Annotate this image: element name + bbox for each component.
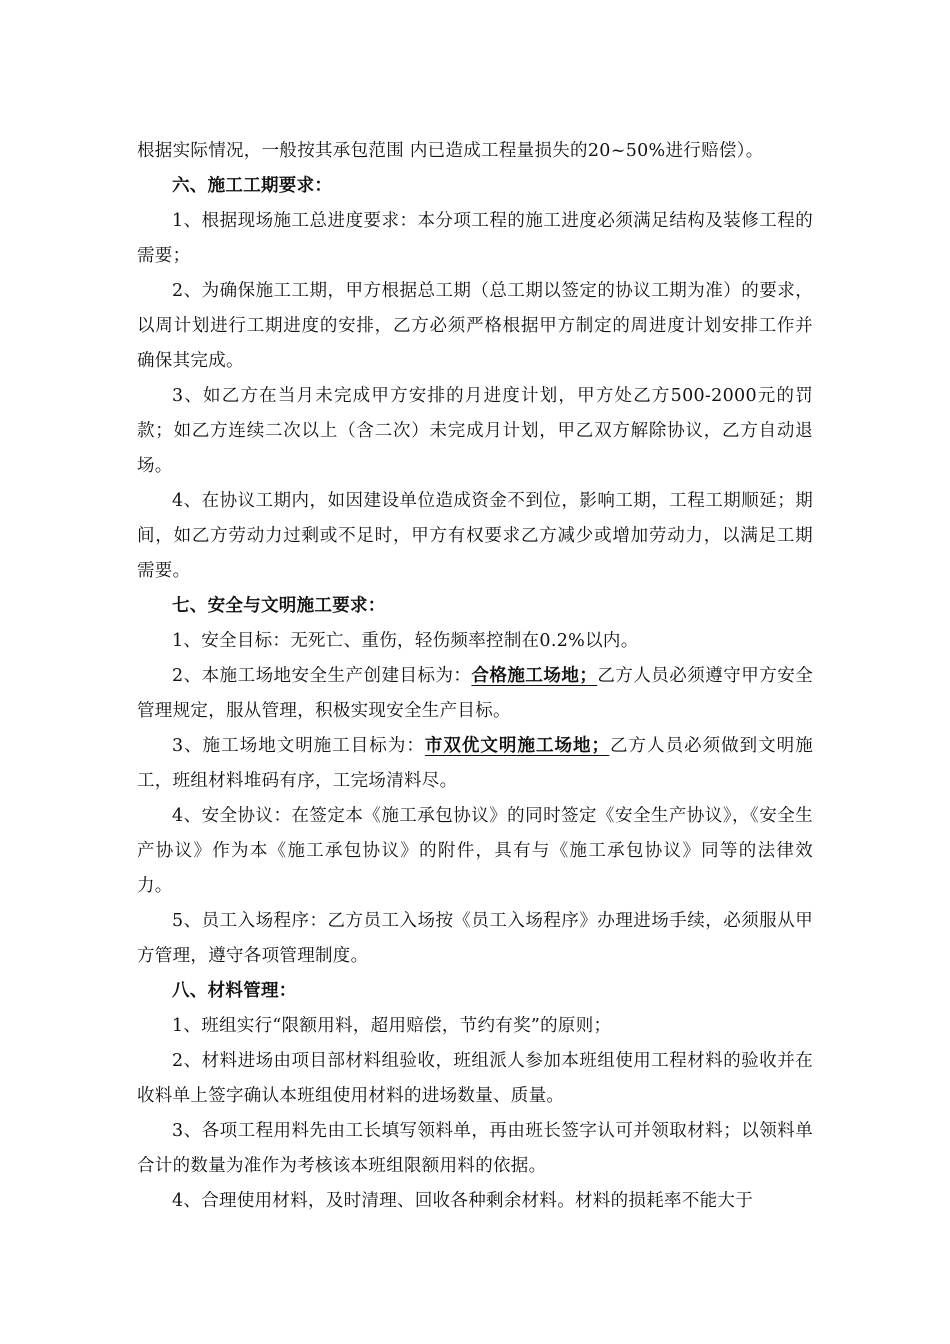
section-heading-safety: 七、安全与文明施工要求： [172,596,386,616]
safety-3-rest: 乙方人员必须做到文明施工，班组材料堆码有序，工完场清料尽。 [137,736,813,791]
safety-target-underlined: 合格施工场地； [471,666,598,686]
paragraph-safety-3 [137,729,813,799]
paragraph-schedule-2: 2、为确保施工工期，甲方根据总工期（总工期以签定的协议工期为准）的要求，以周计划进行工期进度的安排，乙方必须严格根据甲方制定的周进度计划安排工作并确保其完成。 [137,281,813,371]
paragraph-schedule-1: 1、根据现场施工总进度要求：本分项工程的施工进度必须满足结构及装修工程的需要； [137,211,813,266]
safety-2-lead: 2、本施工场地安全生产创建目标为： [172,666,472,686]
paragraph-materials-2: 2、材料进场由项目部材料组验收，班组派人参加本班组使用工程材料的验收并在收料单上签字确认本班组使用材料的进场数量、质量。 [137,1051,813,1106]
paragraph-safety-5: 5、员工入场程序：乙方员工入场按《员工入场程序》办理进场手续，必须服从甲方管理，遵守各项管理制度。 [137,911,813,966]
paragraph-materials-1: 1、班组实行“限额用料，超用赔偿，节约有奖”的原则； [172,1016,612,1036]
civilized-target-underlined: 市双优文明施工场地； [424,736,610,756]
paragraph-schedule-3: 3、如乙方在当月未完成甲方安排的月进度计划，甲方处乙方500-2000元的罚款；如乙方连续二次以上（含二次）未完成月计划，甲乙双方解除协议，乙方自动退场。 [137,386,813,476]
paragraph-materials-4: 4、合理使用材料，及时清理、回收各种剩余材料。材料的损耗率不能大于 [172,1191,754,1211]
paragraph-materials-3: 3、各项工程用料先由工长填写领料单，再由班长签字认可并领取材料；以领料单合计的数量为准作为考核该本班组限额用料的依据。 [137,1121,813,1176]
paragraph-safety-1: 1、安全目标：无死亡、重伤，轻伤频率控制在0.2%以内。 [172,631,639,651]
paragraph-safety-4: 4、安全协议：在签定本《施工承包协议》的同时签定《安全生产协议》，《安全生产协议》作为本《施工承包协议》的附件，具有与《施工承包协议》同等的法律效力。 [137,806,813,896]
section-heading-materials: 八、材料管理： [172,981,297,1001]
paragraph-schedule-4: 4、在协议工期内，如因建设单位造成资金不到位，影响工期，工程工期顺延；期间，如乙方劳动力过剩或不足时，甲方有权要求乙方减少或增加劳动力，以满足工期需要。 [137,491,813,581]
safety-3-lead: 3、施工场地文明施工目标为： [172,736,425,756]
paragraph-safety-2 [137,659,813,729]
document-body [137,134,813,1219]
paragraph-continuation: 根据实际情况，一般按其承包范围 内已造成工程量损失的20~50%进行赔偿）。 [137,141,764,161]
safety-2-rest: 乙方人员必须遵守甲方安全管理规定，服从管理，积极实现安全生产目标。 [137,666,814,721]
section-heading-schedule: 六、施工工期要求： [172,176,333,196]
